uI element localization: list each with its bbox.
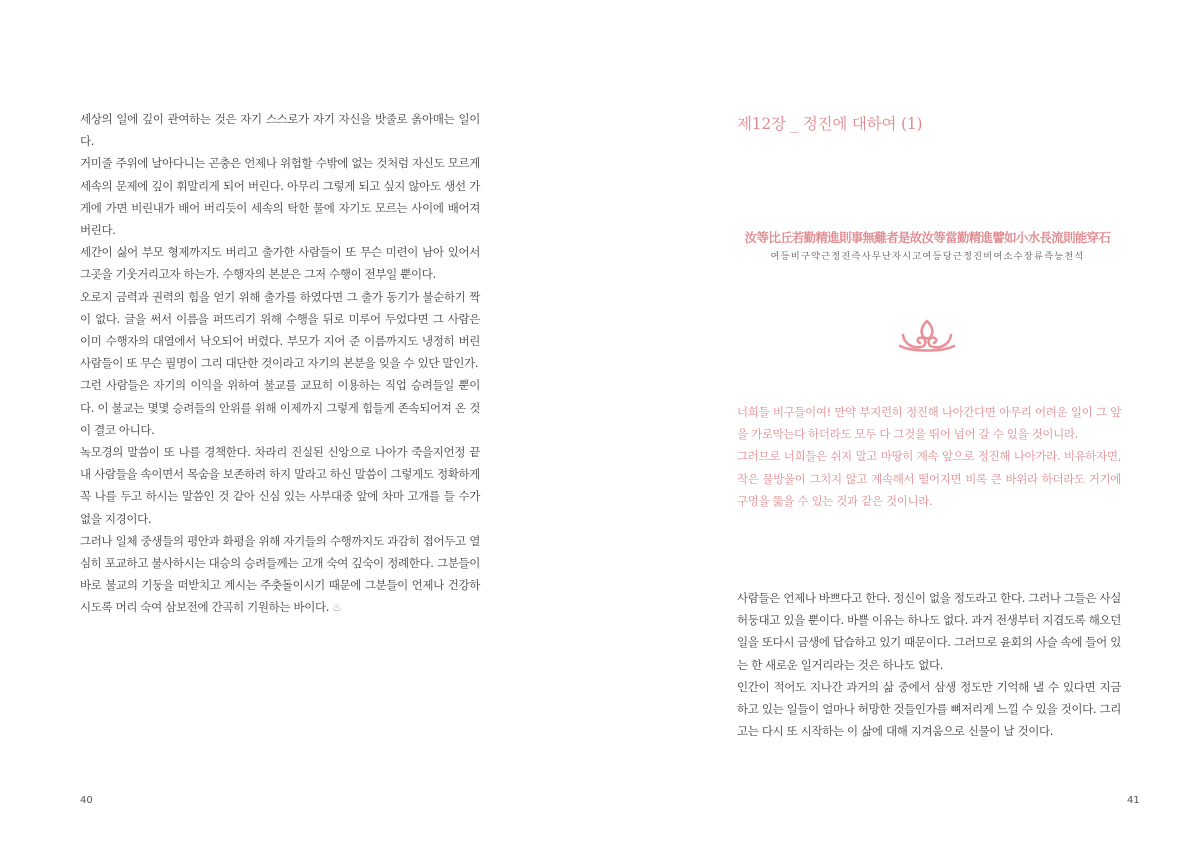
page-number-right: 41 bbox=[1127, 795, 1140, 806]
left-paragraph-5: 그런 사람들은 자기의 이익을 위하여 불교를 교묘히 이용하는 직업 승려들일 뿐이다. 이 불교는 몇몇 승려들의 안위를 위해 이제까지 그렇게 힘들게 존속되어져 온 것이 결코 아니다. bbox=[80, 378, 480, 437]
left-paragraph-3: 세간이 싫어 부모 형제까지도 버리고 출가한 사람들이 또 무슨 미련이 남아 있어서 그곳을 기웃거리고자 하는가. 수행자의 본분은 그저 수행이 전부일 뿐이다. bbox=[80, 245, 480, 282]
left-paragraph-7-text: 그러나 일체 중생들의 평안과 화평을 위해 자기들의 수행까지도 과감히 접어두고 열심히 포교하고 불사하시는 대승의 승려들께는 고개 숙여 깊숙이 정례한다. 그분들이 바로 불교의 기둥을 떠받치고 계시는 주춧돌이시기 때문에 그분들이 언제나 건강하시도록 머리 숙여 삼보전에 간곡히 기원하는 바이다. bbox=[80, 533, 480, 615]
translation-paragraph-1: 너희들 비구들이여! 만약 부지런히 정진해 나아간다면 아무리 어려운 일이 그 앞을 가로막는다 하더라도 모두 다 그것을 뛰어 넘어 갈 수 있을 것이니라. bbox=[737, 405, 1121, 442]
left-paragraph-1: 세상의 일에 깊이 관여하는 것은 자기 스스로가 자기 자신을 밧줄로 옭아매는 일이다. bbox=[80, 112, 480, 149]
commentary-paragraph-2: 인간이 적어도 지나간 과거의 삶 중에서 삼생 정도만 기억해 낼 수 있다면 지금 하고 있는 일들이 얼마나 허망한 것들인가를 뼈저리게 느낄 수 있을 것이다. 그리고는 다시 또 시작하는 이 삶에 대해 지겨움으로 신물이 날 것이다. bbox=[737, 679, 1121, 739]
right-page bbox=[600, 0, 1200, 853]
left-body-text bbox=[80, 108, 480, 620]
left-paragraph-7 bbox=[80, 530, 480, 620]
left-paragraph-6: 녹모경의 말씀이 또 나를 경책한다. 차라리 진실된 신앙으로 나아가 죽을지언정 끝내 사람들을 속이면서 목숨을 보존하려 하지 말라고 하신 말씀이 그렇게도 정확하게 꼭 나를 두고 하시는 말씀인 것 같아 신심 있는 사부대중 앞에 차마 고개를 들 수가 없을 지경이다. bbox=[80, 445, 480, 526]
hangul-reading: 여등비구약근정진즉사무난자시고여등당근정진비여소수장류즉능천석 bbox=[770, 251, 1085, 262]
translation-paragraph-2: 그러므로 너희들은 쉬지 말고 마땅히 계속 앞으로 정진해 나아가라. 비유하자면, 작은 물방울이 그치지 않고 계속해서 떨어지면 비록 큰 바위라 하더라도 거기에 구멍을 뚫을 수 있는 것과 같은 것이니라. bbox=[737, 449, 1121, 508]
page-number-left: 40 bbox=[80, 795, 93, 806]
verse-translation bbox=[737, 401, 1121, 512]
end-mark-icon: ♨ bbox=[332, 601, 342, 615]
commentary-paragraph-1: 사람들은 언제나 바쁘다고 한다. 정신이 없을 정도라고 한다. 그러나 그들은 사실 허둥대고 있을 뿐이다. 바쁠 이유는 하나도 없다. 과거 전생부터 지겹도록 해오던 일을 또다시 금생에 답습하고 있기 때문이다. 그러므로 윤회의 사슬 속에 들어 있는 한 새로운 일거리라는 것은 하나도 없다. bbox=[737, 591, 1121, 672]
hanja-verse: 汝等比丘若勤精進則事無難者是故汝等當勤精進譬如小水長流則能穿石 bbox=[744, 230, 1111, 245]
commentary-text bbox=[737, 587, 1121, 742]
chapter-title: 제12장 _ 정진에 대하여 (1) bbox=[737, 115, 923, 133]
left-paragraph-4: 오로지 금력과 권력의 힘을 얻기 위해 출가를 하였다면 그 출가 동기가 불순하기 짝이 없다. 글을 써서 이름을 퍼뜨리기 위해 수행을 뒤로 미루어 두었다면 그 사람은 이미 수행자의 대열에서 낙오되어 버렸다. 부모가 지어 준 이름까지도 냉정히 버린 사람들이 또 무슨 필명이 그리 대단한 것이라고 자기의 본분을 잊을 수 있단 말인가. bbox=[80, 289, 480, 371]
left-paragraph-2: 거미줄 주위에 날아다니는 곤충은 언제나 위험할 수밖에 없는 것처럼 자신도 모르게 세속의 문제에 깊이 휘말리게 되어 버린다. 아무리 그렇게 되고 싶지 않아도 생선 가게에 가면 비린내가 배어 버리듯이 세속의 탁한 물에 자기도 모르는 사이에 배어져 버린다. bbox=[80, 156, 480, 238]
lotus-cloud-ornament-icon bbox=[897, 318, 957, 352]
